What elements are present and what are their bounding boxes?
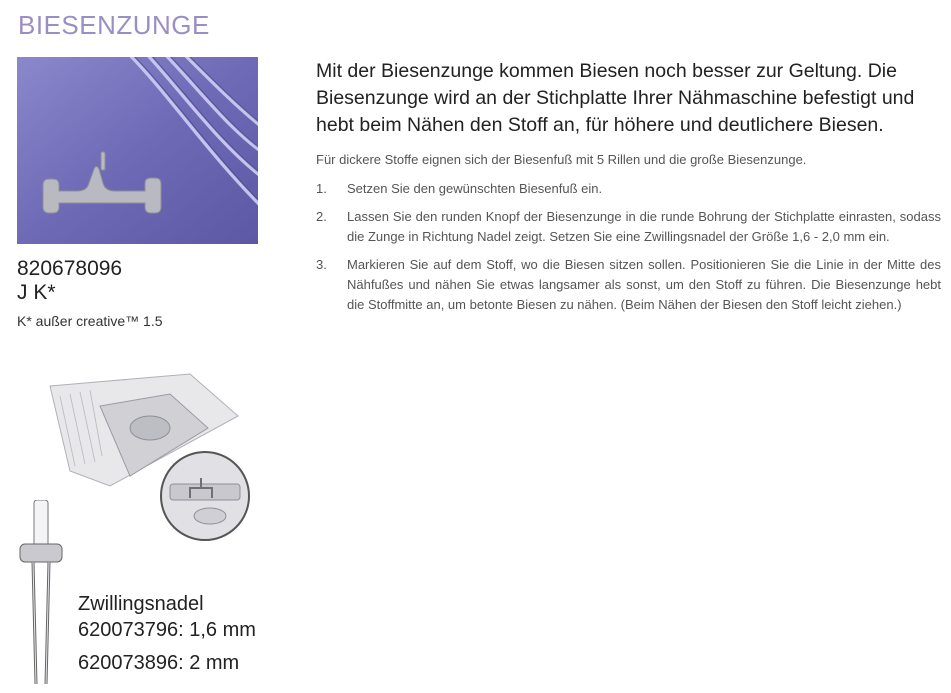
twin-needle-variant-1: 620073796: 1,6 mm xyxy=(78,619,256,641)
twin-needle-icon xyxy=(16,500,66,688)
instruction-step xyxy=(316,255,941,315)
instructions-list xyxy=(316,179,941,323)
biesenzunge-photo xyxy=(17,57,258,244)
step-number: 3. xyxy=(316,257,327,272)
twin-needle-label: Zwillingsnadel xyxy=(78,593,204,615)
page-title: BIESENZUNGE xyxy=(18,10,210,40)
step-text: Lassen Sie den runden Knopf der Biesenzunge in die runde Bohrung der Stichplatte einrasten, sodass die Zunge in Richtung Nadel zeigt. Setzen Sie eine Zwillingsnadel der Größe 1,6 - 2,0 mm ein. xyxy=(347,209,941,244)
step-text: Markieren Sie auf dem Stoff, wo die Biesen sitzen sollen. Positionieren Sie die Linie in der Mitte des Nähfußes und nähen Sie etwas langsamer als sonst, um den Stoff zu führen. Die Biesenzunge hebt die Stoffmitte an, um betonte Biesen zu nähen. (Beim Nähen der Biesen den Stoff leicht ziehen.) xyxy=(347,257,941,312)
step-number: 2. xyxy=(316,209,327,224)
product-note: K* außer creative™ 1.5 xyxy=(17,313,163,329)
step-text: Setzen Sie den gewünschten Biesenfuß ein. xyxy=(347,181,603,196)
twin-needle-variant-2: 620073896: 2 mm xyxy=(78,652,240,674)
instruction-step xyxy=(316,179,941,199)
article-number: 820678096 xyxy=(17,257,123,280)
product-code: J K* xyxy=(17,281,56,304)
twin-needle-illustration xyxy=(16,500,66,688)
product-photo xyxy=(17,57,258,244)
stitch-plate-drawing xyxy=(40,366,270,556)
stitch-plate-illustration xyxy=(40,366,270,556)
instruction-step xyxy=(316,207,941,247)
step-number: 1. xyxy=(316,181,327,196)
thick-fabric-note: Für dickere Stoffe eignen sich der Biesenfuß mit 5 Rillen und die große Biesenzunge. xyxy=(316,152,807,167)
intro-text: Mit der Biesenzunge kommen Biesen noch besser zur Geltung. Die Biesenzunge wird an der Stichplatte Ihrer Nähmaschine befestigt und hebt beim Nähen den Stoff an, für höhere und deutlichere Biesen. xyxy=(316,60,915,136)
